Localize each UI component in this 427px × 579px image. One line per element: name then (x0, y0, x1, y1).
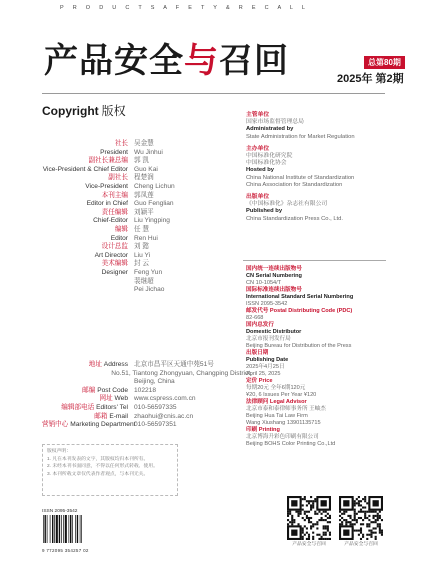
staff-row (42, 174, 232, 183)
pubinfo-heading: 出版日期 (246, 350, 269, 356)
staff-name: 程楚润 (134, 174, 154, 182)
staff-row (42, 149, 232, 158)
staff-row (42, 217, 232, 226)
publisher-heading-en: Published by (246, 208, 283, 215)
qr-caption: 产品安全与召回 (344, 542, 378, 547)
copyright-cn: 版权 (101, 104, 126, 118)
staff-role (42, 286, 134, 295)
address-value: zhaohui@cnis.ac.cn (134, 412, 194, 420)
barcode-bars-icon (42, 515, 98, 543)
barcode-number: 9 772095 354257 02 (42, 548, 89, 553)
address-label-cn: 地址 (88, 361, 102, 368)
staff-name: Pei Jichao (134, 286, 165, 294)
staff-role: 责任编辑 (101, 208, 128, 216)
copyright-en: Copyright (42, 104, 99, 118)
qr-code-icon (339, 496, 383, 540)
pubinfo-value: 北京博海升彩色印刷有限公司 (246, 434, 319, 440)
staff-role: President (100, 148, 128, 156)
staff-row (42, 286, 232, 295)
host-value-1: 中国标准化研究院 (246, 153, 293, 160)
staff-name: 吴金慧 (134, 140, 154, 147)
staff-name: Feng Yun (134, 268, 163, 276)
pubinfo-heading: 定价 Price (246, 378, 273, 384)
staff-name: 刘 懿 (134, 243, 150, 251)
staff-name: 刘颖平 (134, 208, 154, 216)
address-row (42, 413, 252, 422)
title-part3: 召回 (219, 41, 289, 81)
address-label-cn: 邮箱 (94, 412, 108, 420)
staff-name: 封 云 (134, 260, 150, 268)
pubinfo-heading: 国内总发行 (246, 322, 274, 328)
pubinfo-value: ¥20, 6 Issues Per Year ¥120 (246, 392, 317, 398)
staff-role: Chief-Editor (93, 217, 128, 225)
staff-role: Editor (110, 234, 128, 242)
address-value: No.51, Tiantong Zhongyuan, Changping District, (111, 369, 252, 377)
address-label-en: E-mail (109, 412, 128, 420)
pubinfo-heading: 印刷 Printing (246, 427, 280, 433)
address-label-en: Editors' Tel (96, 403, 128, 411)
staff-row (42, 192, 232, 201)
pubinfo-heading: 国际标准连续出版物号 (246, 287, 302, 293)
copyright-heading (42, 102, 126, 119)
qr-code-icon (287, 496, 331, 540)
address-row (42, 387, 252, 396)
pubinfo-heading: 邮发代号 Postal Distributing Code (PDC) (246, 308, 353, 314)
right-divider (243, 260, 386, 261)
staff-role: 社长 (114, 140, 128, 147)
host-heading-en: Hosted by (246, 167, 275, 174)
pubinfo-value: Beijing Bureau for Distribution of the Press (246, 343, 352, 349)
pubinfo-value: Beijing BOHS Color Printing Co.,Ltd (246, 441, 336, 447)
sponsor-block (246, 112, 396, 223)
address-label (42, 421, 134, 430)
address-label-cn: 邮编 (82, 386, 96, 394)
tagline-en: P R O D U C T S A F E T Y & R E C A L L (60, 5, 309, 11)
address-value: 北京市昌平区天通中苑51号 (134, 361, 214, 368)
publisher-value: 《中国标准化》杂志社有限公司 (246, 201, 328, 208)
magazine-title (44, 33, 289, 82)
publisher-value-en: China Standardization Press Co., Ltd. (246, 215, 343, 222)
address-row (42, 404, 252, 413)
address-label (42, 378, 134, 387)
staff-role: 编辑 (114, 225, 128, 233)
copyright-notice (42, 444, 178, 496)
barcode (42, 509, 98, 553)
address-row (42, 421, 252, 430)
title-part2: 与 (184, 41, 219, 81)
pubinfo-value: 2025年4月25日 (246, 364, 285, 370)
staff-row (42, 200, 232, 209)
barcode-issn: ISSN 2095-3542 (42, 509, 78, 514)
staff-row (42, 157, 232, 166)
issue-badge: 总第80期 (364, 56, 405, 69)
address-label-cn: 网址 (99, 395, 113, 403)
pubinfo-heading: 法律顾问 Legal Advisor (246, 399, 307, 405)
staff-name: Liu Yingping (134, 217, 170, 225)
staff-role: Art Director (94, 251, 128, 259)
pubinfo-heading: 国内统一连续出版物号 (246, 266, 302, 272)
address-value: Beijing, China (134, 378, 175, 386)
address-label (42, 395, 134, 404)
staff-name: 郭 凯 (134, 157, 150, 165)
address-label (42, 370, 111, 379)
staff-name: Guo Fenglian (134, 200, 174, 208)
pubinfo-heading: Publishing Date (246, 357, 289, 363)
staff-name: 郭凤莲 (134, 191, 154, 199)
staff-name: Ren Hui (134, 234, 158, 242)
address-row (42, 395, 252, 404)
staff-row (42, 260, 232, 269)
pubinfo-value: Beijing Hua Tai Law Firm (246, 413, 308, 419)
address-label-cn: 编辑部电话 (61, 403, 95, 411)
staff-row (42, 269, 232, 278)
host-value-en-2: China Association for Standardization (246, 181, 343, 188)
address-block (42, 361, 252, 430)
staff-role: Designer (101, 268, 128, 276)
pubinfo-value: 每期20元 全年6期120元 (246, 385, 306, 391)
pubinfo-value: 82-668 (246, 315, 264, 321)
address-value: 010-56597351 (134, 421, 177, 429)
title-part1: 产品安全 (44, 41, 184, 81)
issue-line: 2025年 第2期 (337, 73, 404, 85)
staff-name: Wu Jinhui (134, 148, 163, 156)
address-row (42, 370, 252, 379)
address-row (42, 361, 252, 370)
staff-role (42, 278, 134, 287)
address-label (42, 413, 134, 422)
divider (42, 93, 385, 94)
administrator-heading: 主管单位 (246, 112, 270, 118)
address-label (42, 361, 134, 370)
staff-row (42, 243, 232, 252)
host-value-en-1: China National Institute of Standardization (246, 174, 355, 181)
staff-name: Cheng Lichun (134, 182, 175, 190)
notice-line: 2. 未经本刊书面同意，不得以任何形式转载、使用。 (47, 464, 158, 469)
notice-line: 1. 凡在本刊发表的文字，其版权均归本刊所有。 (47, 456, 149, 462)
address-row (42, 378, 252, 387)
notice-line: 版权声明： (47, 449, 71, 454)
address-label-cn: 营销中心 (42, 421, 69, 429)
address-value: 010-56597335 (134, 403, 177, 411)
staff-row (42, 226, 232, 235)
pubinfo-value: 北京市报刊发行局 (246, 336, 291, 342)
staff-row (42, 183, 232, 192)
staff-role: Vice-President (85, 182, 128, 190)
pubinfo-heading: Domestic Distributor (246, 329, 302, 335)
staff-row (42, 278, 232, 287)
address-label-en: Address (103, 361, 128, 368)
staff-role: 副社长 (108, 174, 128, 182)
administrator-value-en: State Administration for Market Regulation (246, 133, 355, 140)
staff-role: 美术编辑 (101, 260, 128, 268)
administrator-value: 国家市场监督管理总局 (246, 119, 304, 126)
administrator-heading-en: Administrated by (246, 126, 294, 133)
pubinfo-value: Wang Xiushang 13901135715 (246, 420, 321, 426)
address-label-en: Web (114, 395, 128, 403)
pubinfo-value: 北京市泰和泰律师事务所 王岫杰 (246, 406, 326, 412)
address-label (42, 404, 134, 413)
address-label-en: Post Code (97, 386, 128, 394)
pubinfo-heading: CN Serial Numbering (246, 273, 302, 279)
host-value-2: 中国标准化协会 (246, 160, 287, 167)
pubinfo-value: ISSN 2095-3542 (246, 301, 288, 307)
staff-role: Editor in Chief (86, 200, 128, 208)
pubinfo-value: CN 10-1054/T (246, 280, 282, 286)
staff-role: Vice-President & Chief Editor (42, 165, 128, 173)
staff-role: 本刊主编 (101, 191, 128, 199)
staff-role: 副社长兼总编 (88, 157, 128, 165)
staff-name: 裴继超 (134, 277, 154, 285)
staff-name: 任 慧 (134, 225, 150, 233)
staff-row (42, 140, 232, 149)
address-value: 102218 (134, 386, 157, 394)
publication-info (246, 266, 396, 448)
staff-row (42, 209, 232, 218)
host-heading: 主办单位 (246, 145, 270, 152)
address-label-en: Marketing Department (70, 421, 136, 429)
pubinfo-value: April 25, 2025 (246, 371, 281, 377)
staff-row (42, 235, 232, 244)
staff-name: Guo Kai (134, 165, 158, 173)
address-value: www.cspress.com.cn (134, 395, 196, 403)
staff-role: 设计总监 (101, 243, 128, 251)
notice-line: 3. 本刊所载文章仅代表作者观点，与本刊无关。 (47, 471, 149, 477)
staff-name: Liu Yi (134, 251, 151, 259)
qr-caption: 产品安全与召回 (292, 542, 326, 547)
staff-list (42, 140, 232, 295)
publisher-heading: 出版单位 (246, 194, 270, 201)
pubinfo-heading: International Standard Serial Numbering (246, 294, 354, 300)
